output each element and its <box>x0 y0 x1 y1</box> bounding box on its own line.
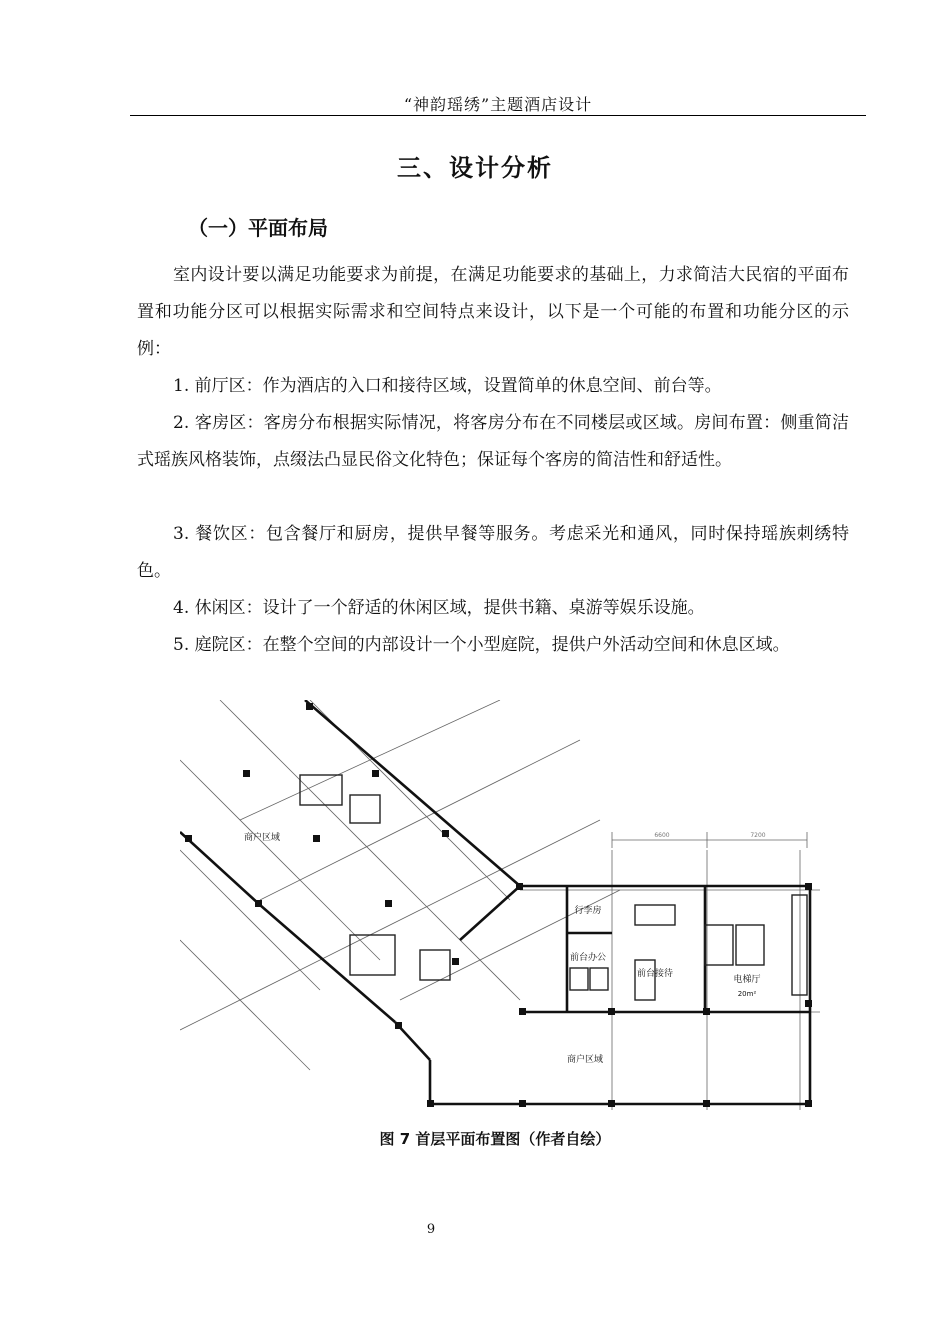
label-shop-upper: 商户区域 <box>243 833 281 843</box>
list-item-5 <box>137 627 849 664</box>
list-item-1-text: 1. 前厅区：作为酒店的入口和接待区域，设置简单的休息空间、前台等。 <box>173 376 722 396</box>
list-item-2-text: 2. 客房区：客房分布根据实际情况，将客房分布在不同楼层或区域。房间布置：侧重简洁式瑶族风格装饰，点缀法凸显民俗文化特色；保证每个客房的简洁性和舒适性。 <box>137 413 849 470</box>
paragraph-intro-text: 室内设计要以满足功能要求为前提，在满足功能要求的基础上，力求简洁大民宿的平面布置和功能分区可以根据实际需求和空间特点来设计，以下是一个可能的布置和功能分区的示例： <box>137 265 849 359</box>
list-item-5-text: 5. 庭院区：在整个空间的内部设计一个小型庭院，提供户外活动空间和休息区域。 <box>173 635 790 655</box>
floor-plan-figure <box>180 700 820 1110</box>
floor-plan-walls <box>180 700 810 1104</box>
label-luggage: 行李房 <box>574 906 602 916</box>
label-elevator-area: 20m² <box>737 990 757 998</box>
header-rule <box>130 115 866 116</box>
paragraph-intro <box>137 257 849 368</box>
list-item-4-text: 4. 休闲区：设计了一个舒适的休闲区域，提供书籍、桌游等娱乐设施。 <box>173 598 705 618</box>
list-item-1 <box>137 368 849 405</box>
label-elevator-hall: 电梯厅 <box>733 975 761 985</box>
label-dim-left: 6600 <box>654 832 670 839</box>
label-dim-right: 7200 <box>750 832 766 839</box>
floor-plan-rooms <box>300 775 807 1000</box>
list-item-3-text: 3. 餐饮区：包含餐厅和厨房，提供早餐等服务。考虑采光和通风，同时保持瑶族刺绣特色。 <box>137 524 849 581</box>
label-office: 前台办公 <box>569 953 607 963</box>
floor-plan-labels <box>244 831 766 1065</box>
label-reception: 前台接待 <box>636 969 674 979</box>
section-title: （一）平面布局 <box>188 216 328 240</box>
list-item-4 <box>137 590 849 627</box>
chapter-title: 三、设计分析 <box>397 154 553 182</box>
page-number: 9 <box>426 1222 436 1237</box>
running-header: “神韵瑶绣”主题酒店设计 <box>403 95 593 114</box>
list-item-2 <box>137 405 849 479</box>
label-shop-lower: 商户区域 <box>566 1055 604 1065</box>
figure-caption: 图 7 首层平面布置图（作者自绘） <box>379 1130 611 1148</box>
list-item-3 <box>137 516 849 590</box>
